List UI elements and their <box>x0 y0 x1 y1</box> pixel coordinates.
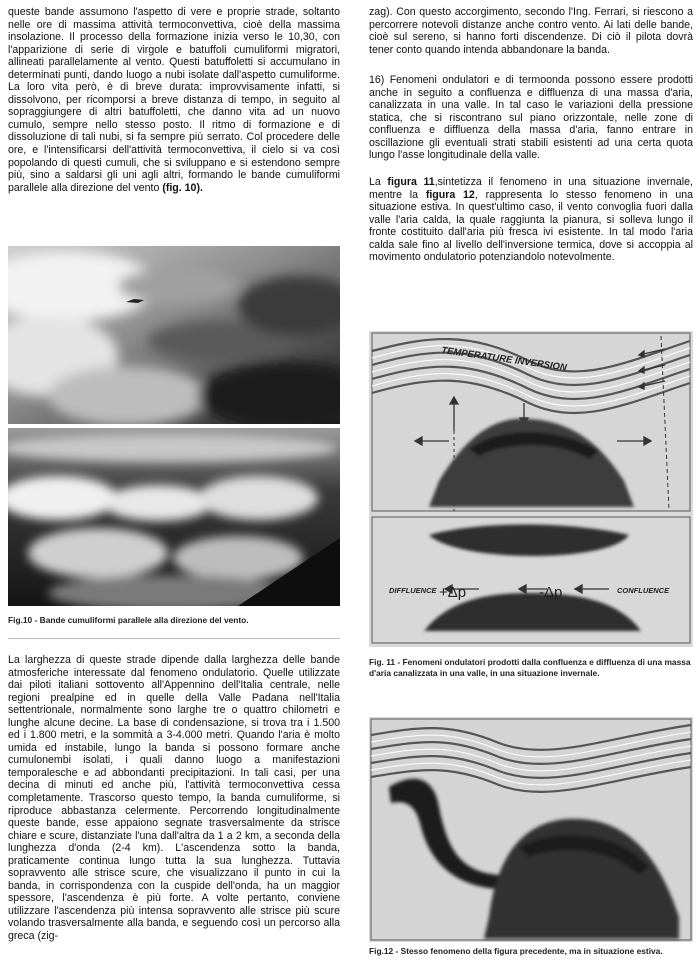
temperature-inversion-label: TEMPERATURE INVERSION <box>440 345 568 374</box>
right-column-text <box>369 6 693 274</box>
figure-12-caption: Fig.12 - Stesso fenomeno della figura precedente, ma in situazione estiva. <box>369 946 663 956</box>
paragraph: La figura 11,sintetizza il fenomeno in una situazione invernale, mentre la figura 12, rappresenta lo stesso fenomeno in una situazione estiva. In quest'ultimo caso, il vento convoglia fuori dalla valle l'aria calda, la quale raggiunta la pianura, si solleva lungo il fronte costituito dall'aria più fresca ivi esistente. In tal modo l'aria calda sale fino al livello dell'inversione termica, dove si accoppia al movimento ondulatorio potenziandolo notevolmente. <box>369 176 693 264</box>
photo-cloud-streets-top <box>8 246 340 424</box>
photo-cloud-streets-bottom <box>8 428 340 606</box>
divider <box>8 638 340 639</box>
figure-reference: (fig. 10). <box>162 181 203 194</box>
confluence-label: CONFLUENCE <box>617 586 670 595</box>
figure-12-reference: figura 12 <box>425 188 475 201</box>
left-column-top-text <box>8 6 340 204</box>
paragraph: 16) Fenomeni ondulatori e di termoonda possono essere prodotti anche in seguito a confluenza e diffluenza di una massa d'aria, canalizzata in una valle. In tal caso le variazioni della pressione statica, che si riscontrano sul piano orizzontale, nelle zone di confluenza e diffluenza della massa d'aria, fanno entrare in oscillazione gli eventuali strati stabili esistenti ad una certa quota lungo l'asse longitudinale della valle. <box>369 74 693 162</box>
left-column-bottom-text <box>8 654 340 953</box>
plus-delta-p-label: +Δp <box>439 584 467 601</box>
figure-12-diagram <box>369 717 693 942</box>
minus-delta-p-label: -Δp <box>539 584 563 601</box>
figure-11-caption: Fig. 11 - Fenomeni ondulatori prodotti dalla confluenza e diffluenza di una massa d'aria canalizzata in una valle, in una situazione invernale. <box>369 657 691 678</box>
figure-11-diagram <box>369 331 693 647</box>
paragraph: zag). Con questo accorgimento, secondo l'Ing. Ferrari, si riescono a percorrere notevoli distanze anche contro vento. Ai lati delle bande, cioè sul sereno, si hanno forti discendenze. Di ciò il pilota dovrà tener conto quando intenda abbandonare la banda. <box>369 6 693 56</box>
diffluence-label: DIFFLUENCE <box>389 586 437 595</box>
figure-10-caption: Fig.10 - Bande cumuliformi parallele alla direzione del vento. <box>8 615 249 625</box>
paragraph: La larghezza di queste strade dipende dalla larghezza delle bande atmosferiche interessate dal fenomeno ondulatorio. Quelle utilizzate dai piloti italiani sottovento all'Appennino dell'Italia centrale, nelle regioni prealpine ed in quelle della Valle Padana nell'Italia settentrionale, normalmente sono larghe tre o quattro chilometri e lunghe alcune decine. La base di condensazione, si trova tra i 1.500 ed i 1.800 metri, e la sommità a 3-4.000 metri. Quando l'aria è molto umida ed instabile, lungo la banda si possono formare anche cumulonembi isolati, i quali danno luogo a manifestazioni temporalesche e ad abbondanti precipitazioni. In tali casi, per una decina di minuti ed anche più, l'attività termoconvettiva cessa completamente. Trascorso questo tempo, la banda cumuliforme, si riproduce abbastanza celermente. Percorrendo longitudinalmente queste bande, esse appaiono segnate trasversalmente da strisce chiare e scure, distanziate l'una dall'altra da 1 a 2 km, a seconda della lunghezza d'onda (2-4 km). L'ascendenza sotto la banda, praticamente continua lungo tutta la sua lunghezza. Tuttavia sopravvento alle strisce scure, che visualizzano il punto in cui la banda, in corrispondenza con la cuspide dell'onda, ha un maggior spessore, l'ascendenza è più forte. A volte pertanto, conviene utilizzare l'ascendenza più intensa sopravvento alle strisce più scure volando trasversalmente alla banda, e seguendo così un percorso alla greca (zig- <box>8 654 340 943</box>
paragraph: queste bande assumono l'aspetto di vere e proprie strade, soltanto nelle ore di massima attività termoconvettiva, cioè della massima insolazione. Il processo della formazione inizia verso le 10,30, con l'apparizione di serie di virgole e batuffoli cumuliformi migratori, allineati parallelamente al vento. Questi batuffoletti si accumulano in determinati punti, dando luogo a nubi isolate dall'aspetto cumuliforme. La loro vita però, è di breve durata: improvvisamente infatti, si dissolvono, per ricomporsi a breve distanza di tempo, in seguito al sopraggiungere di altri batuffoletti, che danno vita ad un nuovo cumulo, sempre nello stesso posto. Il ritmo di formazione e di dissoluzione di tali nubi, si fa sempre più serrato. Col procedere delle ore, e l'intensificarsi dell'attività termoconvettiva, il cielo si va così popolando di questi cumuli, che si sviluppano e si estendono sempre più, sino a saldarsi gli uni agli altri, formando le bande cumuliformi parallele alla direzione del vento <box>8 6 340 194</box>
figure-11-reference: figura 11 <box>387 176 435 189</box>
